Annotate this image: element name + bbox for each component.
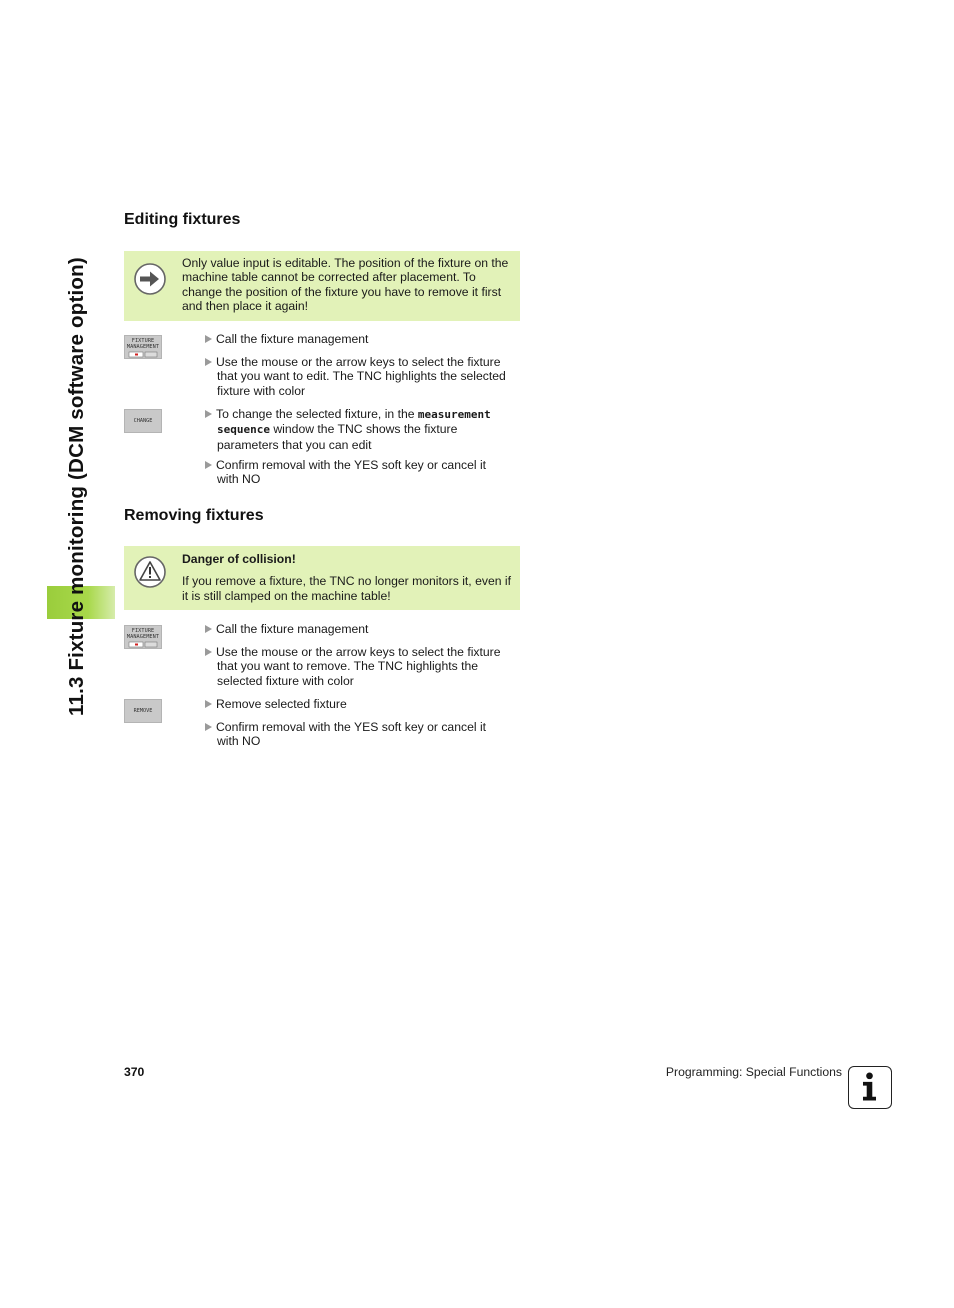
warning-body: If you remove a fixture, the TNC no longer monitors it, even if it is still clamped on the machine table!	[182, 574, 511, 603]
arrow-right-icon	[134, 263, 166, 295]
softkey-label-line2: MANAGEMENT	[126, 634, 160, 640]
removing-warning	[124, 546, 520, 610]
removing-warning-text	[182, 552, 512, 603]
warning-title: Danger of collision!	[182, 552, 296, 566]
step-arrow-icon	[205, 461, 212, 469]
code-sequence: sequence	[217, 423, 270, 437]
step-arrow-icon	[205, 648, 212, 656]
editing-heading: Editing fixtures	[124, 211, 241, 228]
step-arrow-icon	[205, 358, 212, 366]
editing-note	[124, 251, 520, 321]
chapter-title: 11.3 Fixture monitoring (DCM software option)	[65, 257, 88, 716]
removing-step-1: Call the fixture management	[205, 622, 521, 636]
softkey-label-line1: FIXTURE	[131, 338, 155, 344]
change-softkey[interactable]: CHANGE	[124, 409, 162, 433]
step-arrow-icon	[205, 625, 212, 633]
fixture-management-softkey[interactable]	[124, 335, 162, 359]
fixture-graphic-icon	[127, 641, 159, 648]
removing-heading: Removing fixtures	[124, 507, 264, 524]
softkey-label-line2: MANAGEMENT	[126, 344, 160, 350]
footer-section-title: Programming: Special Functions	[665, 1065, 842, 1079]
info-icon	[848, 1066, 892, 1109]
editing-step-2: Use the mouse or the arrow keys to select the fixture that you want to edit. The TNC highlights the selected fixture with color	[205, 355, 521, 398]
removing-step-4: Confirm removal with the YES soft key or cancel it with NO	[205, 720, 521, 749]
softkey-label-line1: FIXTURE	[131, 628, 155, 634]
step-arrow-icon	[205, 335, 212, 343]
editing-step-4: Confirm removal with the YES soft key or cancel it with NO	[205, 458, 521, 487]
code-measurement: measurement	[417, 408, 491, 421]
step-arrow-icon	[205, 700, 212, 708]
editing-step-3: To change the selected fixture, in the measurement sequence window the TNC shows the fixture parameters that you can edit	[205, 407, 521, 452]
page-number: 370	[124, 1065, 145, 1079]
step-arrow-icon	[205, 410, 212, 418]
warning-triangle-icon	[134, 556, 166, 588]
removing-step-3: Remove selected fixture	[205, 697, 521, 711]
removing-step-2: Use the mouse or the arrow keys to select the fixture that you want to remove. The TNC highlights the selected fixture with color	[205, 645, 521, 688]
fixture-graphic-icon	[127, 351, 159, 358]
fixture-management-softkey[interactable]	[124, 625, 162, 649]
editing-note-text: Only value input is editable. The position of the fixture on the machine table cannot be corrected after placement. To change the position of the fixture you have to remove it first and then place it again!	[182, 256, 509, 314]
remove-softkey[interactable]: REMOVE	[124, 699, 162, 723]
step-arrow-icon	[205, 723, 212, 731]
editing-step-1: Call the fixture management	[205, 332, 521, 346]
